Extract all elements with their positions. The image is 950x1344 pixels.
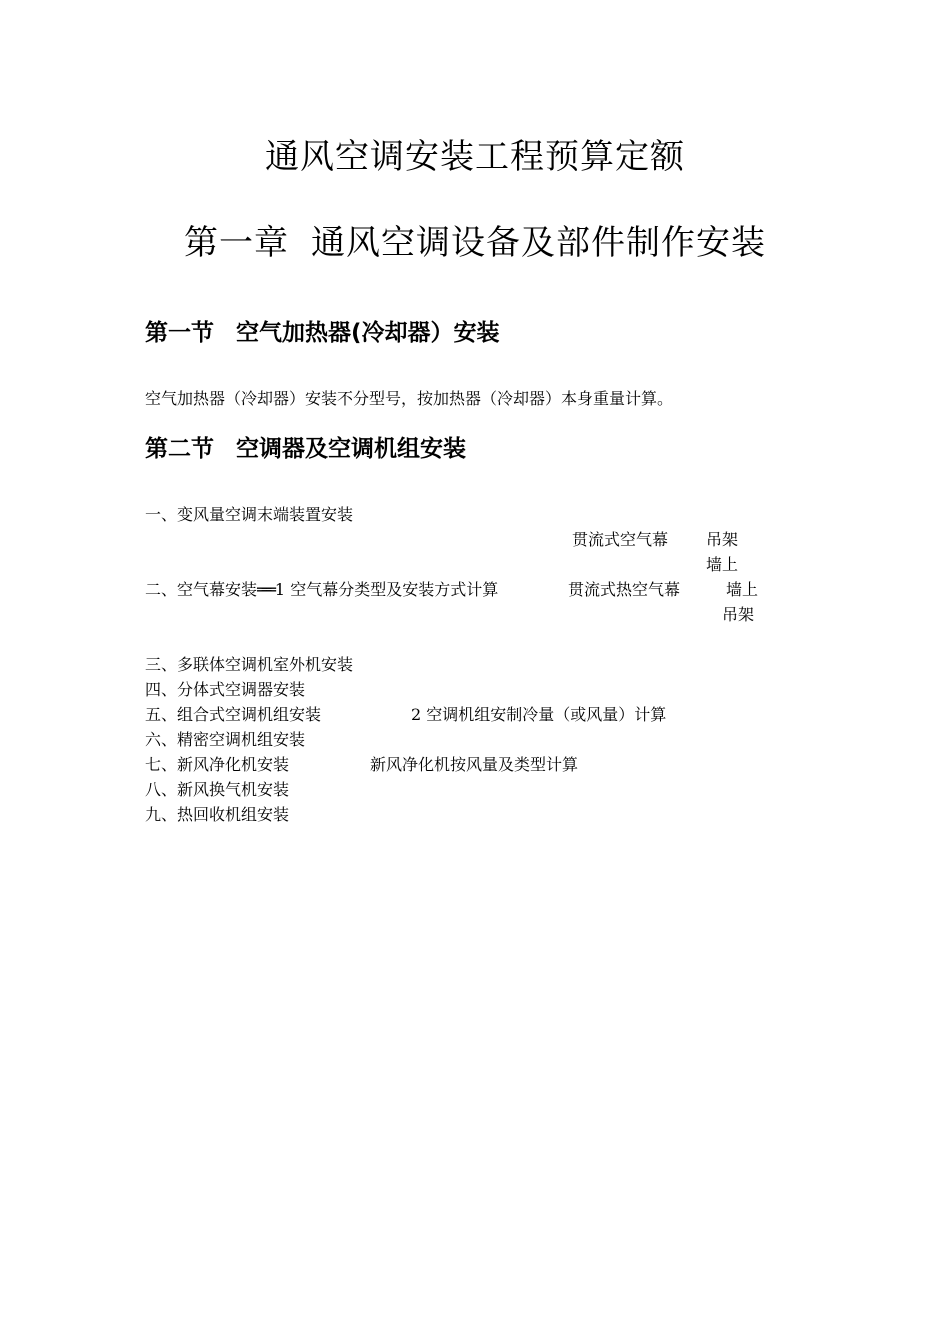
air-curtain-type-b: 贯流式热空气幕 [568, 580, 681, 599]
list-item-8: 八、新风换气机安装 [145, 780, 290, 799]
section-1-label: 第一节 [145, 320, 214, 346]
section-2-title: 空调器及空调机组安装 [236, 436, 466, 462]
list-item-7: 七、新风净化机安装 [145, 755, 290, 774]
connector-line: ═══ [257, 580, 271, 599]
list-item-2-label: 二、空气幕安装 [145, 580, 258, 599]
section-1-heading [145, 322, 500, 345]
section-1-title: 空气加热器(冷却器）安装 [236, 320, 500, 346]
list-item-2 [145, 582, 498, 598]
chapter-heading [0, 223, 950, 263]
list-item-5: 五、组合式空调机组安装 [145, 705, 322, 724]
section-2-label: 第二节 [145, 436, 214, 462]
section-2-heading [145, 438, 466, 461]
chapter-title: 通风空调设备及部件制作安装 [311, 223, 766, 263]
list-item-7-note: 新风净化机按风量及类型计算 [370, 755, 579, 774]
document-title: 通风空调安装工程预算定额 [265, 137, 685, 177]
list-item-4: 四、分体式空调器安装 [145, 680, 306, 699]
list-item-1: 一、变风量空调末端装置安装 [145, 505, 354, 524]
type-b-mount-1: 墙上 [726, 580, 759, 599]
type-a-mount-2: 墙上 [706, 555, 739, 574]
chapter-label: 第一章 [184, 223, 289, 263]
air-curtain-type-a: 贯流式空气幕 [572, 530, 669, 549]
list-item-3: 三、多联体空调机室外机安装 [145, 655, 354, 674]
list-item-5-note: 2 空调机组安制冷量（或风量）计算 [411, 705, 667, 724]
list-item-2-rule: 1 空气幕分类型及安装方式计算 [274, 580, 499, 599]
list-item-9: 九、热回收机组安装 [145, 805, 290, 824]
list-item-6: 六、精密空调机组安装 [145, 730, 306, 749]
type-a-mount-1: 吊架 [706, 530, 739, 549]
type-b-mount-2: 吊架 [722, 605, 755, 624]
section-1-paragraph: 空气加热器（冷却器）安装不分型号，按加热器（冷却器）本身重量计算。 [145, 389, 674, 408]
